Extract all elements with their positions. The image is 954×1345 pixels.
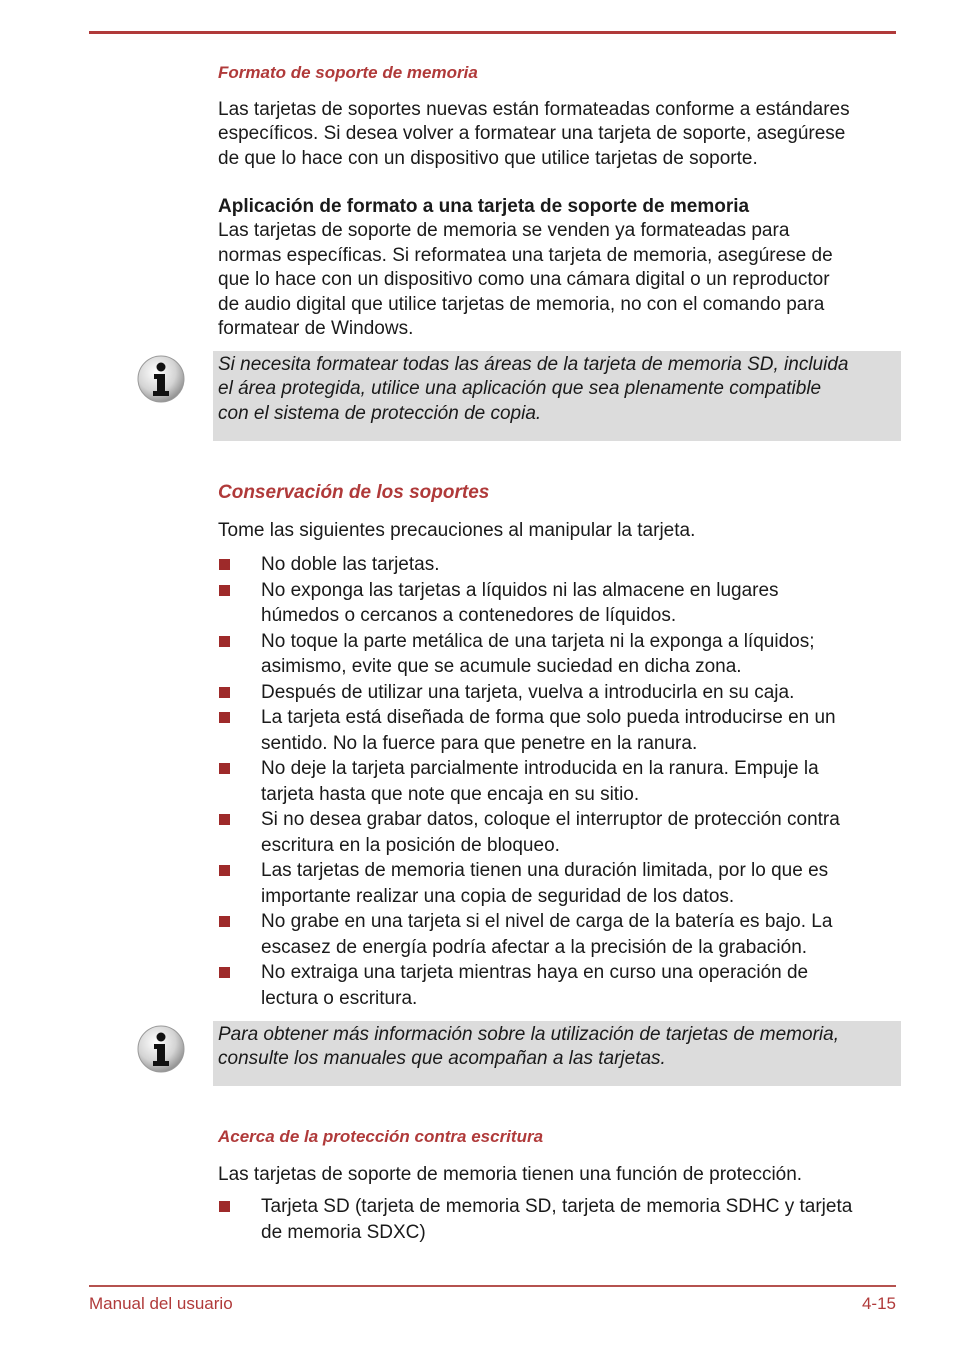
text-line: que lo hace con un dispositivo como una cámara digital o un reproductor	[218, 269, 830, 291]
list-item	[218, 858, 908, 909]
bullet-square-icon	[219, 814, 230, 825]
list-item	[218, 807, 908, 858]
footer-title: Manual del usuario	[89, 1294, 233, 1313]
bullet-square-icon	[219, 636, 230, 647]
bullet-square-icon	[219, 916, 230, 927]
section-heading-proteccion: Acerca de la protección contra escritura	[218, 1127, 544, 1146]
text-line: Las tarjetas de soporte de memoria se venden ya formateadas para	[218, 220, 790, 242]
list-item-text: No grabe en una tarjeta si el nivel de carga de la batería es bajo. La	[261, 911, 833, 932]
list-item-text: sentido. No la fuerce para que penetre en la ranura.	[261, 732, 698, 754]
list-item-text: No exponga las tarjetas a líquidos ni las almacene en lugares	[261, 579, 779, 601]
text-line: formatear de Windows.	[218, 318, 414, 340]
list-item-text: No toque la parte metálica de una tarjeta ni la exponga a líquidos;	[261, 630, 815, 652]
list-item-text: No extraiga una tarjeta mientras haya en curso una operación de	[261, 962, 809, 983]
list-item	[218, 705, 908, 756]
list-item	[218, 552, 908, 578]
list-item-text: húmedos o cercanos a contenedores de líquidos.	[261, 605, 677, 626]
list-item-text: Si no desea grabar datos, coloque el interruptor de protección contra	[261, 809, 840, 830]
top-rule	[89, 31, 896, 34]
text-line: de audio digital que utilice tarjetas de memoria, no con el comando para	[218, 293, 825, 315]
list-item	[218, 578, 908, 629]
note-text	[218, 1023, 839, 1072]
text-line: de que lo hace con un dispositivo que utilice tarjetas de soporte.	[218, 147, 758, 169]
list-item	[218, 1194, 908, 1245]
list-item-text: Tarjeta SD (tarjeta de memoria SD, tarjeta de memoria SDHC y tarjeta	[261, 1196, 853, 1217]
intro-conservacion: Tome las siguientes precauciones al manipular la tarjeta.	[218, 520, 696, 541]
page-number: 4-15	[861, 1294, 896, 1313]
list-item-text: escritura en la posición de bloqueo.	[261, 834, 560, 856]
text-line: con el sistema de protección de copia.	[218, 402, 542, 424]
text-line: el área protegida, utilice una aplicación que sea plenamente compatible	[218, 378, 822, 400]
list-item	[218, 909, 908, 960]
bullet-square-icon	[219, 763, 230, 774]
text-line: consulte los manuales que acompañan a las tarjetas.	[218, 1048, 666, 1070]
bullet-list-proteccion	[218, 1194, 908, 1245]
list-item-text: importante realizar una copia de seguridad de los datos.	[261, 885, 735, 907]
text-line: Si necesita formatear todas las áreas de la tarjeta de memoria SD, incluida	[218, 354, 849, 375]
list-item	[218, 960, 908, 1011]
bullet-list-conservacion	[218, 552, 908, 1011]
list-item-text: Después de utilizar una tarjeta, vuelva a introducirla en su caja.	[261, 681, 795, 703]
section-heading-conservacion: Conservación de los soportes	[218, 482, 490, 503]
bullet-square-icon	[219, 585, 230, 596]
paragraph-formato	[218, 98, 908, 171]
list-item-text: tarjeta hasta que note que encaja en su sitio.	[261, 783, 640, 805]
bold-heading: Aplicación de formato a una tarjeta de soporte de memoria	[218, 196, 750, 217]
paragraph-aplicacion	[218, 195, 908, 341]
bottom-rule	[89, 1285, 896, 1287]
list-item	[218, 629, 908, 680]
intro-proteccion: Las tarjetas de soporte de memoria tienen una función de protección.	[218, 1164, 803, 1185]
list-item	[218, 756, 908, 807]
text-line: específicos. Si desea volver a formatear una tarjeta de soporte, asegúrese	[218, 123, 846, 145]
section-heading-formato: Formato de soporte de memoria	[218, 63, 478, 82]
info-icon	[136, 1024, 186, 1074]
bullet-square-icon	[219, 687, 230, 698]
note-text	[218, 353, 848, 426]
info-icon	[136, 354, 186, 404]
note-box	[213, 351, 901, 441]
bullet-square-icon	[219, 559, 230, 570]
bullet-square-icon	[219, 967, 230, 978]
bullet-square-icon	[219, 712, 230, 723]
list-item-text: No deje la tarjeta parcialmente introducida en la ranura. Empuje la	[261, 758, 819, 779]
list-item-text: Las tarjetas de memoria tienen una duración limitada, por lo que es	[261, 860, 829, 881]
list-item-text: No doble las tarjetas.	[261, 554, 440, 575]
list-item	[218, 680, 908, 706]
note-box	[213, 1021, 901, 1086]
list-item-text: asimismo, evite que se acumule suciedad en dicha zona.	[261, 656, 742, 677]
list-item-text: La tarjeta está diseñada de forma que solo pueda introducirse en un	[261, 707, 836, 728]
bullet-square-icon	[219, 865, 230, 876]
text-line: Para obtener más información sobre la utilización de tarjetas de memoria,	[218, 1024, 839, 1045]
text-line: normas específicas. Si reformatea una tarjeta de memoria, asegúrese de	[218, 244, 833, 266]
text-line: Las tarjetas de soportes nuevas están formateadas conforme a estándares	[218, 99, 850, 120]
list-item-text: de memoria SDXC)	[261, 1221, 426, 1243]
list-item-text: escasez de energía podría afectar a la precisión de la grabación.	[261, 936, 808, 958]
bullet-square-icon	[219, 1201, 230, 1212]
list-item-text: lectura o escritura.	[261, 987, 418, 1009]
